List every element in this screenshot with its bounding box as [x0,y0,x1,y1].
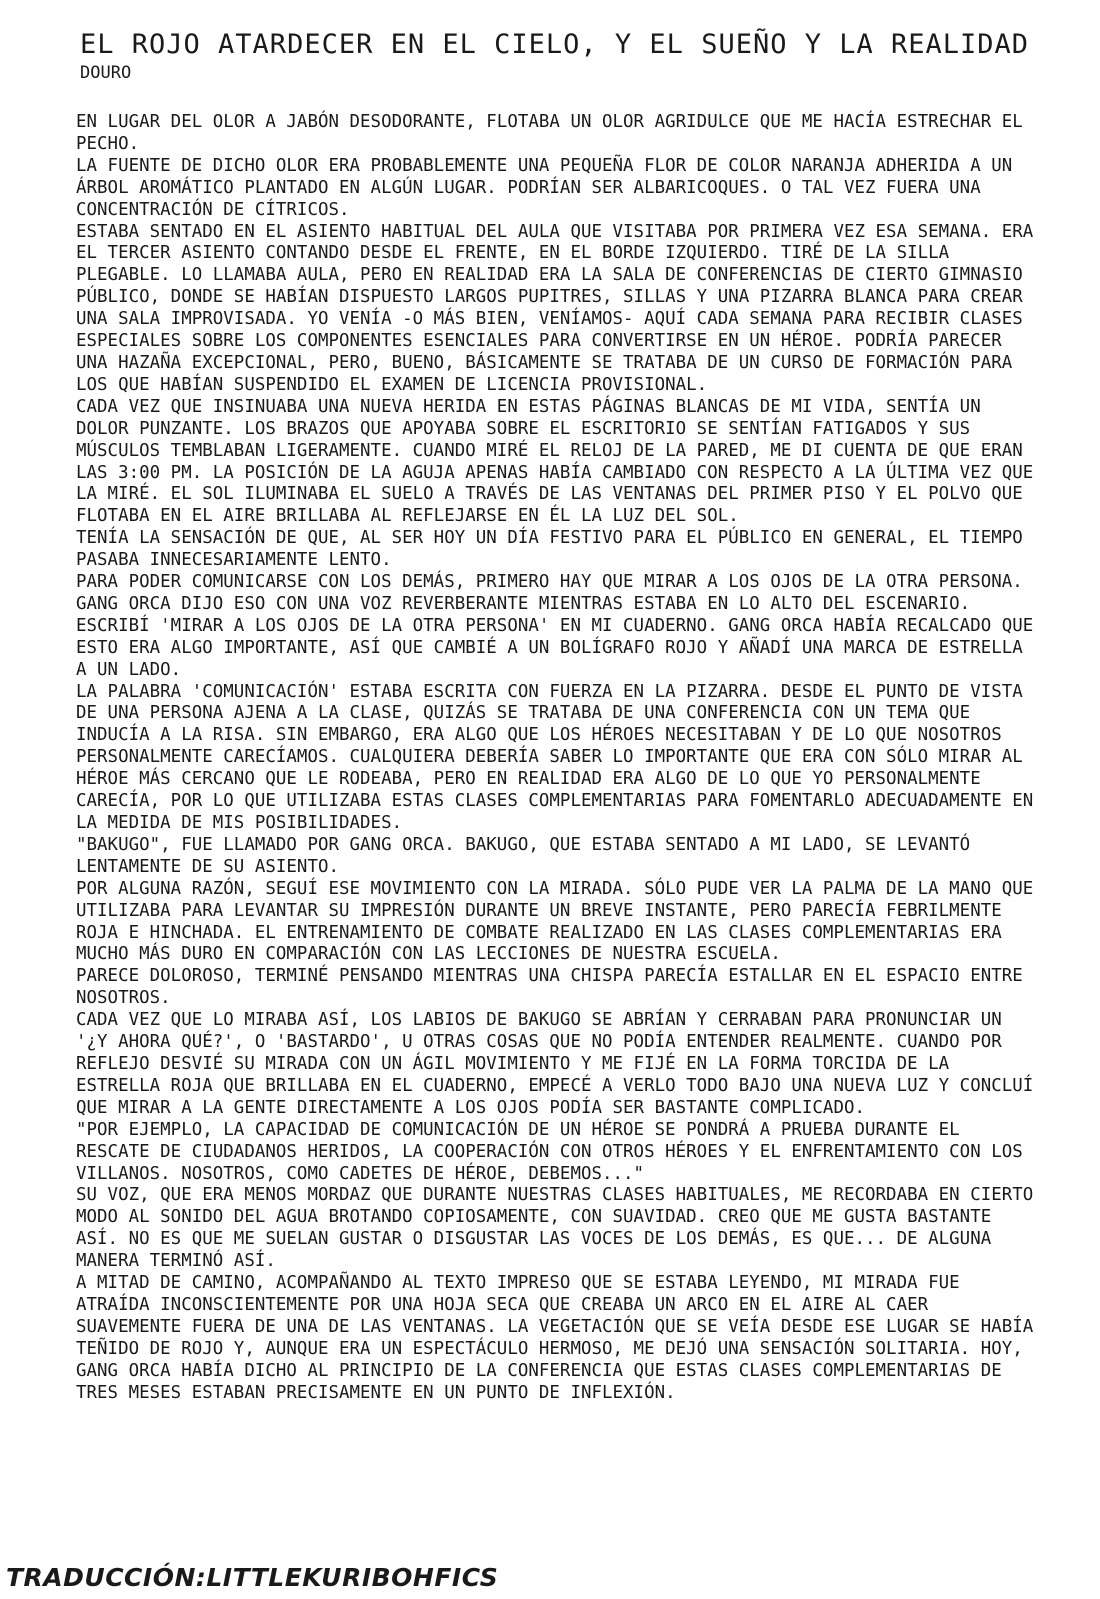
paragraph: TENÍA LA SENSACIÓN DE QUE, AL SER HOY UN DÍA FESTIVO PARA EL PÚBLICO EN GENERAL, EL TIEMPO PASABA INNECESARIAMENTE LENTO. [76,528,1023,571]
story-title: EL ROJO ATARDECER EN EL CIELO, Y EL SUEÑO Y LA REALIDAD [80,29,1030,60]
story-author: DOURO [80,63,132,83]
paragraph: PARECE DOLOROSO, TERMINÉ PENSANDO MIENTRAS UNA CHISPA PARECÍA ESTALLAR EN EL ESPACIO ENTRE NOSOTROS. [76,966,1023,1009]
paragraph: GANG ORCA DIJO ESO CON UNA VOZ REVERBERANTE MIENTRAS ESTABA EN LO ALTO DEL ESCENARIO. ESCRIBÍ 'MIRAR A LOS OJOS DE LA OTRA PERSONA' EN MI CUADERNO. GANG ORCA HABÍA RECALCADO QUE ESTO ERA ALGO IMPORTANTE, ASÍ QUE CAMBIÉ A UN BOLÍGRAFO ROJO Y AÑADÍ UNA MARCA DE ESTRELLA A UN LADO. [76,593,1034,680]
paragraph: ESTABA SENTADO EN EL ASIENTO HABITUAL DEL AULA QUE VISITABA POR PRIMERA VEZ ESA SEMANA. ERA EL TERCER ASIENTO CONTANDO DESDE EL FRENTE, EN EL BORDE IZQUIERDO. TIRÉ DE LA SILLA PLEGABLE. LO LLAMABA AULA, PERO EN REALIDAD ERA LA SALA DE CONFERENCIAS DE CIERTO GIMNASIO PÚBLICO, DONDE SE HABÍAN DISPUESTO LARGOS PUPITRES, SILLAS Y UNA PIZARRA BLANCA PARA CREAR UNA SALA IMPROVISADA. YO VENÍA -O MÁS BIEN, VENÍAMOS- AQUÍ CADA SEMANA PARA RECIBIR CLASES ESPECIALES SOBRE LOS COMPONENTES ESENCIALES PARA CONVERTIRSE EN UN HÉROE. PODRÍA PARECER UNA HAZAÑA EXCEPCIONAL, PERO, BUENO, BÁSICAMENTE SE TRATABA DE UN CURSO DE FORMACIÓN PARA LOS QUE HABÍAN SUSPENDIDO EL EXAMEN DE LICENCIA PROVISIONAL. [76,221,1034,395]
paragraph: A MITAD DE CAMINO, ACOMPAÑANDO AL TEXTO IMPRESO QUE SE ESTABA LEYENDO, MI MIRADA FUE ATRAÍDA INCONSCIENTEMENTE POR UNA HOJA SECA QUE CREABA UN ARCO EN EL AIRE AL CAER SUAVEMENTE FUERA DE UNA DE LAS VENTANAS. LA VEGETACIÓN QUE SE VEÍA DESDE ESE LUGAR SE HABÍA TEÑIDO DE ROJO Y, AUNQUE ERA UN ESPECTÁCULO HERMOSO, ME DEJÓ UNA SENSACIÓN SOLITARIA. HOY, GANG ORCA HABÍA DICHO AL PRINCIPIO DE LA CONFERENCIA QUE ESTAS CLASES COMPLEMENTARIAS DE TRES MESES ESTABAN PRECISAMENTE EN UN PUNTO DE INFLEXIÓN. [76,1273,1034,1403]
story-body [76,112,1036,1404]
paragraph: PARA PODER COMUNICARSE CON LOS DEMÁS, PRIMERO HAY QUE MIRAR A LOS OJOS DE LA OTRA PERSONA. [76,572,1023,593]
paragraph: CADA VEZ QUE LO MIRABA ASÍ, LOS LABIOS DE BAKUGO SE ABRÍAN Y CERRABAN PARA PRONUNCIAR UN '¿Y AHORA QUÉ?', O 'BASTARDO', U OTRAS COSAS QUE NO PODÍA ENTENDER REALMENTE. CUANDO POR REFLEJO DESVIÉ SU MIRADA CON UN ÁGIL MOVIMIENTO Y ME FIJÉ EN LA FORMA TORCIDA DE LA ESTRELLA ROJA QUE BRILLABA EN EL CUADERNO, EMPECÉ A VERLO TODO BAJO UNA NUEVA LUZ Y CONCLUÍ QUE MIRAR A LA GENTE DIRECTAMENTE A LOS OJOS PODÍA SER BASTANTE COMPLICADO. [76,1010,1034,1118]
paragraph: CADA VEZ QUE INSINUABA UNA NUEVA HERIDA EN ESTAS PÁGINAS BLANCAS DE MI VIDA, SENTÍA UN DOLOR PUNZANTE. LOS BRAZOS QUE APOYABA SOBRE EL ESCRITORIO SE SENTÍAN FATIGADOS Y SUS MÚSCULOS TEMBLABAN LIGERAMENTE. CUANDO MIRÉ EL RELOJ DE LA PARED, ME DI CUENTA DE QUE ERAN LAS 3:00 PM. LA POSICIÓN DE LA AGUJA APENAS HABÍA CAMBIADO CON RESPECTO A LA ÚLTIMA VEZ QUE LA MIRÉ. EL SOL ILUMINABA EL SUELO A TRAVÉS DE LAS VENTANAS DEL PRIMER PISO Y EL POLVO QUE FLOTABA EN EL AIRE BRILLABA AL REFLEJARSE EN ÉL LA LUZ DEL SOL. [76,396,1034,527]
paragraph: POR ALGUNA RAZÓN, SEGUÍ ESE MOVIMIENTO CON LA MIRADA. SÓLO PUDE VER LA PALMA DE LA MANO QUE UTILIZABA PARA LEVANTAR SU IMPRESIÓN DURANTE UN BREVE INSTANTE, PERO PARECÍA FEBRILMENTE ROJA E HINCHADA. EL ENTRENAMIENTO DE COMBATE REALIZADO EN LAS CLASES COMPLEMENTARIAS ERA MUCHO MÁS DURO EN COMPARACIÓN CON LAS LECCIONES DE NUESTRA ESCUELA. [76,878,1034,965]
paragraph: LA FUENTE DE DICHO OLOR ERA PROBABLEMENTE UNA PEQUEÑA FLOR DE COLOR NARANJA ADHERIDA A UN ÁRBOL AROMÁTICO PLANTADO EN ALGÚN LUGAR. PODRÍAN SER ALBARICOQUES. O TAL VEZ FUERA UNA CONCENTRACIÓN DE CÍTRICOS. [76,155,1013,220]
paragraph: LA PALABRA 'COMUNICACIÓN' ESTABA ESCRITA CON FUERZA EN LA PIZARRA. DESDE EL PUNTO DE VISTA DE UNA PERSONA AJENA A LA CLASE, QUIZÁS SE TRATABA DE UNA CONFERENCIA CON UN TEMA QUE INDUCÍA A LA RISA. SIN EMBARGO, ERA ALGO QUE LOS HÉROES NECESITABAN Y DE LO QUE NOSOTROS PERSONALMENTE CARECÍAMOS. CUALQUIERA DEBERÍA SABER LO IMPORTANTE QUE ERA CON SÓLO MIRAR AL HÉROE MÁS CERCANO QUE LE RODEABA, PERO EN REALIDAD ERA ALGO DE LO QUE YO PERSONALMENTE CARECÍA, POR LO QUE UTILIZABA ESTAS CLASES COMPLEMENTARIAS PARA FOMENTARLO ADECUADAMENTE EN LA MEDIDA DE MIS POSIBILIDADES. [76,681,1034,833]
document-header [80,28,1040,84]
paragraph: "BAKUGO", FUE LLAMADO POR GANG ORCA. BAKUGO, QUE ESTABA SENTADO A MI LADO, SE LEVANTÓ LENTAMENTE DE SU ASIENTO. [76,834,971,877]
paragraph: SU VOZ, QUE ERA MENOS MORDAZ QUE DURANTE NUESTRAS CLASES HABITUALES, ME RECORDABA EN CIERTO MODO AL SONIDO DEL AGUA BROTANDO COPIOSAMENTE, CON SUAVIDAD. CREO QUE ME GUSTA BASTANTE ASÍ. NO ES QUE ME SUELAN GUSTAR O DISGUSTAR LAS VOCES DE LOS DEMÁS, ES QUE... DE ALGUNA MANERA TERMINÓ ASÍ. [76,1185,1034,1272]
translation-credit: TRADUCCIÓN:LITTLEKURIBOHFICS [6,1563,499,1592]
paragraph: "POR EJEMPLO, LA CAPACIDAD DE COMUNICACIÓN DE UN HÉROE SE PONDRÁ A PRUEBA DURANTE EL RESCATE DE CIUDADANOS HERIDOS, LA COOPERACIÓN CON OTROS HÉROES Y EL ENFRENTAMIENTO CON LOS VILLANOS. NOSOTROS, COMO CADETES DE HÉROE, DEBEMOS..." [76,1119,1023,1184]
paragraph: EN LUGAR DEL OLOR A JABÓN DESODORANTE, FLOTABA UN OLOR AGRIDULCE QUE ME HACÍA ESTRECHAR EL PECHO. [76,112,1023,154]
